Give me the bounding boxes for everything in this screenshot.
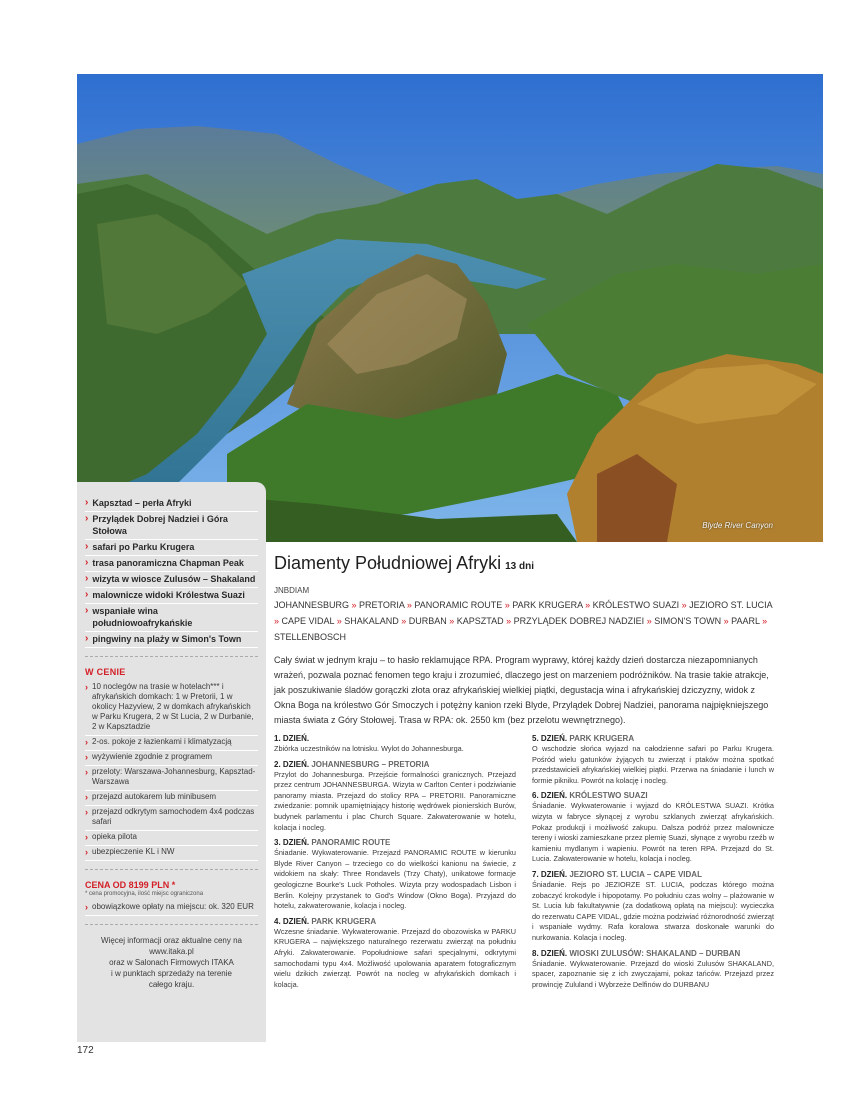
- price-include-item: [85, 806, 258, 831]
- route-stop: PAARL: [731, 616, 760, 626]
- route-stop: JOHANNESBURG: [274, 600, 350, 610]
- day-destination: JEZIORO ST. LUCIA – CAPE VIDAL: [567, 869, 702, 879]
- highlight-item: [85, 588, 258, 604]
- highlight-item: [85, 556, 258, 572]
- route-separator: »: [334, 616, 345, 626]
- day-heading: [274, 916, 516, 927]
- day-destination: JOHANNESBURG – PRETORIA: [309, 759, 430, 769]
- price-label: CENA OD 8199 PLN *: [85, 880, 176, 890]
- highlight-text: safari po Parku Krugera: [92, 542, 195, 552]
- price-include-item: [85, 791, 258, 806]
- route-separator: »: [398, 616, 409, 626]
- day-number: 2. DZIEŃ.: [274, 759, 310, 769]
- intro-paragraph: Cały świat w jednym kraju – to hasło reklamujące RPA. Program wyprawy, której każdy dzień dostarcza niezapomnianych wrażeń, pozwala poznać fenomen tego kraju i zrozumieć, dlaczego jest on marzeniem podróżników. Na trasie takie atrakcje, jak poszukiwanie śladów gorączki złota oraz afrykańskiej wielkiej piątki, degustacja wina i afrykańskiej dziczyzny, widok z Okna Boga na królestwo Gór Smoczych i potężny kanion rzeki Blyde, Przylądek Dobrej Nadziei, panorama najpiękniejszego miasta świata z Góry Stołowej. Trasa w RPA: ok. 2550 km (bez przelotu wewnętrznego).: [274, 655, 769, 725]
- day-description: Śniadanie. Rejs po JEZIORZE ST. LUCIA, podczas którego można zobaczyć krokodyle i hipopotamy. Po południu czas wolny – plażowanie w St. Lucia lub fakultatywnie (za dodatkową opłatą na miejscu): wycieczka do rezerwatu CAPE VIDAL, gdzie można podziwiać różnorodność zwierząt i wspaniałe wydmy. Rafa koralowa stwarza doskonałe warunki do nurkowania. Kolacja i nocleg.: [532, 879, 774, 942]
- chevron-right-icon: ›: [85, 589, 89, 600]
- day-description: Śniadanie. Wykwaterowanie. Przejazd do wioski Zulusów SHAKALAND, spacer, zapoznanie się z ich zwyczajami, pokaz tańców. Przejazd przez prowincję Zululand i Wybrzeże Delfinów do DURBANU: [532, 958, 774, 989]
- route-stop: DURBAN: [408, 616, 447, 626]
- day-heading: [274, 733, 516, 744]
- highlight-item: [85, 496, 258, 512]
- route-separator: »: [503, 616, 514, 626]
- route-stop: KAPSZTAD: [456, 616, 504, 626]
- chevron-right-icon: ›: [85, 902, 88, 912]
- trip-title-text: Diamenty Południowej Afryki: [274, 553, 502, 573]
- day-description: Wczesne śniadanie. Wykwaterowanie. Przejazd do obozowiska w PARKU KRUGERA – największego naturalnego rezerwatu zwierząt na południu Afryki. Zakwaterowanie. Popołudniowe safari specjalnymi, odkrytymi samochodami typu 4x4. Możliwość upolowania aparatem fotograficznym wielu dzikich zwierząt. Powrót na nocleg w afrykańskich domkach i kolacja.: [274, 926, 516, 989]
- route-separator: »: [446, 616, 457, 626]
- highlights-list: [85, 496, 258, 648]
- highlight-text: wspaniałe wina południowoafrykańskie: [92, 606, 193, 628]
- chevron-right-icon: ›: [85, 847, 88, 857]
- price-include-text: 10 noclegów na trasie w hotelach*** i afrykańskich domkach: 1 w Pretorii, 1 w okolicy Hazyview, 2 w domkach afrykańskich w Parku Krugera, 2 w St Lucia, 2 w Durbanie, 2 w Kapsztadzie: [92, 682, 254, 731]
- chevron-right-icon: ›: [85, 682, 88, 692]
- divider: [85, 869, 258, 870]
- day-description: Zbiórka uczestników na lotnisku. Wylot do Johannesburga.: [274, 744, 464, 753]
- route-separator: »: [759, 616, 768, 626]
- price-includes-title: W CENIE: [85, 667, 126, 677]
- highlight-text: pingwiny na plaży w Simon's Town: [92, 634, 242, 644]
- day-destination: WIOSKI ZULUSÓW: SHAKALAND – DURBAN: [567, 948, 741, 958]
- chevron-right-icon: ›: [85, 832, 88, 842]
- chevron-right-icon: ›: [85, 541, 89, 552]
- route-stop: KRÓLESTWO SUAZI: [592, 600, 680, 610]
- price-include-item: [85, 681, 258, 736]
- itinerary-day: [274, 759, 516, 834]
- price-includes-list: [85, 681, 258, 861]
- route-separator: »: [349, 600, 360, 610]
- highlight-item: [85, 632, 258, 648]
- page-number: 172: [77, 1045, 94, 1056]
- price-include-text: opieka pilota: [92, 832, 137, 841]
- info-line: Więcej informacji oraz aktualne ceny na: [101, 936, 242, 945]
- route-stop: CAPE VIDAL: [281, 616, 335, 626]
- route-separator: »: [721, 616, 732, 626]
- itinerary-day: [274, 733, 516, 755]
- day-destination: PARK KRUGERA: [567, 734, 635, 743]
- day-number: 1. DZIEŃ.: [274, 734, 310, 743]
- price-include-text: 2-os. pokoje z łazienkami i klimatyzacją: [92, 737, 232, 746]
- route-separator: »: [274, 616, 282, 626]
- divider: [85, 924, 258, 925]
- trip-code: JNBDIAM: [274, 586, 310, 595]
- extra-fee-text: obowiązkowe opłaty na miejscu: ok. 320 EUR: [92, 902, 254, 911]
- highlight-item: [85, 572, 258, 588]
- route-line: [274, 597, 779, 645]
- price-include-item: [85, 751, 258, 766]
- chevron-right-icon: ›: [85, 752, 88, 762]
- price-include-text: ubezpieczenie KL i NW: [92, 847, 175, 856]
- chevron-right-icon: ›: [85, 497, 89, 508]
- day-number: 7. DZIEŃ.: [532, 869, 568, 879]
- route-stop: PRETORIA: [359, 600, 405, 610]
- trip-title: [274, 552, 774, 578]
- more-info: [85, 935, 258, 990]
- highlight-item: [85, 540, 258, 556]
- route-separator: »: [582, 600, 593, 610]
- highlight-text: Przylądek Dobrej Nadziei i Góra Stołowa: [92, 514, 228, 536]
- price-include-text: wyżywienie zgodnie z programem: [92, 752, 213, 761]
- price-include-item: [85, 766, 258, 791]
- itinerary-day: [532, 869, 774, 944]
- route-stop: PRZYLĄDEK DOBREJ NADZIEI: [513, 616, 645, 626]
- price-include-text: przeloty: Warszawa-Johannesburg, Kapsztad-Warszawa: [92, 767, 256, 786]
- chevron-right-icon: ›: [85, 513, 89, 524]
- day-description: Śniadanie. Wykwaterowanie. Przejazd PANORAMIC ROUTE w kierunku Blyde River Canyon – trzeciego co do wielkości kanionu na świecie, z widokiem na skały: Three Rondavels (Trzy Chaty), unikatowe formacje geologiczne Bourke's Luck Potholes. Wizyta przy wodospadach Lisbon i Berlin. Kolejny przystanek to God's Window (Okno Boga). Przyjazd do hotelu, zakwaterowanie, kolacja i nocleg.: [274, 848, 516, 911]
- chevron-right-icon: ›: [85, 807, 88, 817]
- itinerary-column-left: [274, 733, 516, 994]
- route-stop: SHAKALAND: [344, 616, 399, 626]
- route-separator: »: [502, 600, 513, 610]
- itinerary-day: [274, 837, 516, 912]
- chevron-right-icon: ›: [85, 792, 88, 802]
- highlight-item: [85, 604, 258, 632]
- divider: [85, 656, 258, 657]
- day-number: 4. DZIEŃ.: [274, 916, 310, 926]
- chevron-right-icon: ›: [85, 557, 89, 568]
- info-line: i w punktach sprzedaży na terenie: [111, 969, 232, 978]
- itinerary-column-right: [532, 733, 774, 994]
- itinerary-day: [532, 733, 774, 786]
- route-stop: STELLENBOSCH: [274, 632, 347, 642]
- price-note: * cena promocyjna, ilość miejsc ograniczona: [85, 891, 204, 897]
- route-stop: PANORAMIC ROUTE: [414, 600, 503, 610]
- day-number: 6. DZIEŃ.: [532, 791, 568, 801]
- day-heading: [274, 837, 516, 848]
- chevron-right-icon: ›: [85, 767, 88, 777]
- highlight-text: malownicze widoki Królestwa Suazi: [92, 590, 245, 600]
- day-heading: [532, 733, 774, 744]
- chevron-right-icon: ›: [85, 605, 89, 616]
- trip-duration: 13 dni: [505, 561, 535, 572]
- price-include-text: przejazd odkrytym samochodem 4x4 podczas safari: [92, 807, 255, 826]
- day-heading: [532, 790, 774, 801]
- day-heading: [532, 948, 774, 959]
- price-include-item: [85, 831, 258, 846]
- highlight-text: Kapsztad – perła Afryki: [92, 498, 192, 508]
- info-line: oraz w Salonach Firmowych ITAKA: [109, 958, 234, 967]
- price-include-item: [85, 846, 258, 861]
- canyon-landscape-image: [77, 74, 823, 542]
- highlight-item: [85, 512, 258, 540]
- day-number: 3. DZIEŃ.: [274, 838, 310, 848]
- price-include-text: przejazd autokarem lub minibusem: [92, 792, 217, 801]
- itinerary-day: [532, 790, 774, 865]
- day-description: Przylot do Johannesburga. Przejście formalności granicznych. Przejazd przez centrum JOHANNESBURGA. Wizyta w Carlton Center i podziwianie panoramy miasta. Przejazd do stolicy RPA – PRETORII. Panoramiczne zwiedzanie: pomnik upamiętniający historię wędrówek pionierskich Burów, budynek parlamentu i plac Church Square. Zakwaterowanie w hotelu, kolacja i nocleg.: [274, 769, 516, 832]
- day-destination: PANORAMIC ROUTE: [309, 838, 391, 848]
- day-destination: KRÓLESTWO SUAZI: [567, 791, 648, 801]
- route-stop: PARK KRUGERA: [512, 600, 583, 610]
- photo-caption: Blyde River Canyon: [702, 521, 773, 530]
- chevron-right-icon: ›: [85, 633, 89, 644]
- route-stop: SIMON'S TOWN: [654, 616, 722, 626]
- main-content: [274, 552, 774, 728]
- day-destination: PARK KRUGERA: [309, 916, 377, 926]
- route-separator: »: [679, 600, 690, 610]
- day-heading: [274, 759, 516, 770]
- day-number: 8. DZIEŃ.: [532, 948, 568, 958]
- itinerary-day: [532, 948, 774, 991]
- day-number: 5. DZIEŃ.: [532, 734, 568, 743]
- sidebar-box: [77, 482, 266, 1042]
- extra-fee: [85, 901, 258, 916]
- price-include-item: [85, 736, 258, 751]
- day-description: O wschodzie słońca wyjazd na całodzienne safari po Parku Krugera. Pośród wielu gatunków żyjących tu zwierząt i ptaków można spotkać przedstawicieli afrykańskiej wielkiej piątki. Przerwa na śniadanie i lunch w formie pikniku. Powrót na kolację i nocleg.: [532, 744, 774, 785]
- itinerary-day: [274, 916, 516, 991]
- day-heading: [532, 869, 774, 880]
- highlight-text: wizyta w wiosce Zulusów – Shakaland: [92, 574, 256, 584]
- hero-photo: [77, 74, 823, 542]
- day-description: Śniadanie. Wykwaterowanie i wyjazd do KRÓLESTWA SUAZI. Krótka wizyta w fabryce słynącej z wyrobu szklanych zwierząt afrykańskich. Pokaz produkcji i możliwość zakupu. Dalsza podróż przez malownicze tereny i wioski zamieszkane przez plemię Suazi, słynące z wyrobu rzeźb w kamieniu mydlanym i wapieniu. Powrót na teren RPA. Przejazd do St. Lucia. Zakwaterowanie w hotelu, kolacja i nocleg.: [532, 801, 774, 864]
- highlight-text: trasa panoramiczna Chapman Peak: [92, 558, 244, 568]
- route-separator: »: [644, 616, 655, 626]
- route-stop: JEZIORO ST. LUCIA: [689, 600, 773, 610]
- chevron-right-icon: ›: [85, 737, 88, 747]
- route-separator: »: [404, 600, 415, 610]
- info-link[interactable]: www.itaka.pl: [149, 947, 194, 956]
- info-line: całego kraju.: [148, 980, 195, 989]
- chevron-right-icon: ›: [85, 573, 89, 584]
